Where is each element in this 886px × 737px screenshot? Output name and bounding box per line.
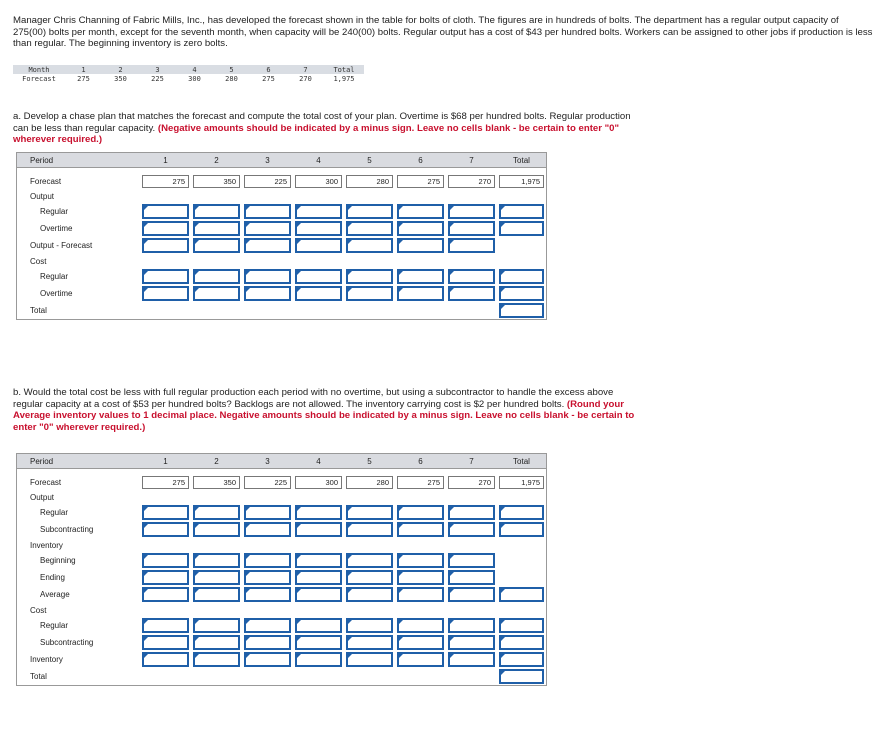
forecast-value: 275 [397, 175, 444, 188]
cost-overtime-input[interactable] [397, 286, 444, 301]
cost-regular-input[interactable] [397, 269, 444, 284]
part-b-table [16, 453, 547, 686]
cost-overtime-total-input[interactable] [499, 286, 544, 301]
forecast-value: 225 [244, 175, 291, 188]
cost-regular-input[interactable] [193, 618, 240, 633]
part-b-text: b. Would the total cost be less with full regular production each period with no overtime, but using a subcontractor to handle the excess above regular capacity at a cost of $53 per hundred bolts? Backlogs are not allowed. The inventory carrying cost is $2 per hundred bolts. [13, 387, 614, 410]
average-inventory-input[interactable] [397, 587, 444, 602]
forecast-value: 275 [397, 476, 444, 489]
output-forecast-input[interactable] [397, 238, 444, 253]
cost-overtime-input[interactable] [142, 286, 189, 301]
forecast-value: 275 [142, 175, 189, 188]
column-header: 1 [140, 153, 191, 168]
total-cost-input[interactable] [499, 669, 544, 684]
column-header: 3 [242, 153, 293, 168]
subcontracting-output-input[interactable] [142, 522, 189, 537]
column-header: 4 [293, 454, 344, 469]
regular-output-input[interactable] [142, 204, 189, 219]
column-header: 2 [191, 454, 242, 469]
output-label: Output [17, 490, 141, 504]
cost-subcontracting-total-input[interactable] [499, 635, 544, 650]
ending-inventory-input[interactable] [193, 570, 240, 585]
regular-output-input[interactable] [448, 204, 495, 219]
cost-inventory-label: Inventory [17, 651, 141, 668]
beginning-inventory-label: Beginning [17, 552, 141, 569]
forecast-value: 280 [346, 476, 393, 489]
forecast-table-cell: 1,975 [324, 74, 364, 83]
ending-inventory-input[interactable] [295, 570, 342, 585]
beginning-inventory-input[interactable] [142, 553, 189, 568]
output-forecast-input[interactable] [193, 238, 240, 253]
forecast-table-cell: 280 [213, 74, 250, 83]
output-forecast-input[interactable] [295, 238, 342, 253]
regular-output-input[interactable] [244, 505, 291, 520]
cost-regular-input[interactable] [346, 618, 393, 633]
regular-output-input[interactable] [295, 204, 342, 219]
forecast-total: 1,975 [499, 476, 544, 489]
forecast-table-cell: 350 [102, 74, 139, 83]
cost-regular-total-input[interactable] [499, 618, 544, 633]
column-header: 4 [293, 153, 344, 168]
column-header: 7 [446, 153, 497, 168]
subcontracting-output-input[interactable] [448, 522, 495, 537]
forecast-table-header: 6 [250, 65, 287, 74]
cost-inventory-input[interactable] [244, 652, 291, 667]
ending-inventory-input[interactable] [244, 570, 291, 585]
column-header: 1 [140, 454, 191, 469]
output-forecast-input[interactable] [142, 238, 189, 253]
cost-overtime-input[interactable] [448, 286, 495, 301]
forecast-value: 350 [193, 175, 240, 188]
regular-output-input[interactable] [448, 505, 495, 520]
forecast-table-cell: 275 [250, 74, 287, 83]
forecast-table-header: 2 [102, 65, 139, 74]
cost-regular-total-input[interactable] [499, 269, 544, 284]
total-cost-input[interactable] [499, 303, 544, 318]
output-forecast-input[interactable] [346, 238, 393, 253]
column-header: 6 [395, 153, 446, 168]
forecast-value: 275 [142, 476, 189, 489]
overtime-label: Overtime [17, 220, 141, 237]
column-header: 3 [242, 454, 293, 469]
problem-intro: Manager Chris Channing of Fabric Mills, Inc., has developed the forecast shown in the table for bolts of cloth. The figures are in hundreds of bolts. The department has a regular output capacity of 275(00) bolts per month, except for the seventh month, when capacity will be 240(00) bolts. Regular output has a cost of $43 per hundred bolts. Workers can be assigned to other jobs if production is less than regular. The beginning inventory is zero bolts. [13, 15, 873, 49]
column-header: Total [497, 153, 547, 168]
ending-inventory-input[interactable] [397, 570, 444, 585]
cost-regular-input[interactable] [448, 269, 495, 284]
forecast-table-header: 5 [213, 65, 250, 74]
regular-output-input[interactable] [346, 505, 393, 520]
forecast-table-header: 4 [176, 65, 213, 74]
regular-output-input[interactable] [397, 505, 444, 520]
cost-subcontracting-input[interactable] [295, 635, 342, 650]
cost-subcontracting-input[interactable] [142, 635, 189, 650]
forecast-table-header: Month [13, 65, 65, 74]
column-header: 6 [395, 454, 446, 469]
overtime-output-input[interactable] [193, 221, 240, 236]
forecast-table-header: 7 [287, 65, 324, 74]
part-a-question [13, 111, 643, 146]
regular-output-input[interactable] [193, 505, 240, 520]
overtime-output-input[interactable] [295, 221, 342, 236]
average-inventory-label: Average [17, 586, 141, 603]
overtime-output-input[interactable] [397, 221, 444, 236]
cost-regular-label: Regular [17, 617, 141, 634]
forecast-total: 1,975 [499, 175, 544, 188]
subcontracting-label: Subcontracting [17, 521, 141, 538]
cost-label: Cost [17, 254, 141, 268]
part-a-instruction: (Negative amounts should be indicated by a minus sign. Leave no cells blank - be certain to enter "0" wherever required.) [13, 122, 620, 145]
forecast-table-header: Total [324, 65, 364, 74]
ending-inventory-input[interactable] [448, 570, 495, 585]
cost-overtime-input[interactable] [295, 286, 342, 301]
forecast-table-cell: 270 [287, 74, 324, 83]
output-forecast-label: Output - Forecast [17, 237, 141, 254]
subcontracting-output-input[interactable] [193, 522, 240, 537]
output-label: Output [17, 189, 141, 203]
overtime-output-total-input[interactable] [499, 221, 544, 236]
inventory-label: Inventory [17, 538, 141, 552]
ending-inventory-input[interactable] [346, 570, 393, 585]
regular-output-input[interactable] [244, 204, 291, 219]
cost-regular-input[interactable] [142, 269, 189, 284]
cost-regular-input[interactable] [244, 269, 291, 284]
cost-inventory-input[interactable] [142, 652, 189, 667]
forecast-table-cell: 300 [176, 74, 213, 83]
total-label: Total [17, 668, 141, 686]
period-header: Period [17, 153, 141, 168]
cost-regular-input[interactable] [295, 269, 342, 284]
part-a-table [16, 152, 547, 320]
cost-regular-input[interactable] [448, 618, 495, 633]
cost-overtime-input[interactable] [244, 286, 291, 301]
subcontracting-output-input[interactable] [295, 522, 342, 537]
average-inventory-input[interactable] [193, 587, 240, 602]
beginning-inventory-input[interactable] [346, 553, 393, 568]
cost-inventory-input[interactable] [448, 652, 495, 667]
cost-subcontracting-input[interactable] [244, 635, 291, 650]
average-inventory-total-input[interactable] [499, 587, 544, 602]
regular-output-total-input[interactable] [499, 204, 544, 219]
subcontracting-output-input[interactable] [244, 522, 291, 537]
average-inventory-input[interactable] [346, 587, 393, 602]
average-inventory-input[interactable] [295, 587, 342, 602]
cost-inventory-input[interactable] [295, 652, 342, 667]
regular-output-input[interactable] [346, 204, 393, 219]
average-inventory-input[interactable] [448, 587, 495, 602]
forecast-table-cell: 225 [139, 74, 176, 83]
forecast-label: Forecast [17, 174, 141, 189]
cost-subcontracting-input[interactable] [346, 635, 393, 650]
forecast-value: 350 [193, 476, 240, 489]
cost-regular-input[interactable] [397, 618, 444, 633]
regular-output-input[interactable] [397, 204, 444, 219]
cost-inventory-input[interactable] [346, 652, 393, 667]
beginning-inventory-input[interactable] [295, 553, 342, 568]
forecast-value: 270 [448, 175, 495, 188]
regular-output-input[interactable] [193, 204, 240, 219]
forecast-table-header: 3 [139, 65, 176, 74]
cost-overtime-input[interactable] [346, 286, 393, 301]
period-header: Period [17, 454, 141, 469]
forecast-table [13, 65, 364, 83]
cost-regular-input[interactable] [346, 269, 393, 284]
cost-regular-label: Regular [17, 268, 141, 285]
cost-overtime-label: Overtime [17, 285, 141, 302]
subcontracting-output-input[interactable] [397, 522, 444, 537]
subcontracting-output-total-input[interactable] [499, 522, 544, 537]
forecast-table-header: 1 [65, 65, 102, 74]
overtime-output-input[interactable] [142, 221, 189, 236]
ending-inventory-input[interactable] [142, 570, 189, 585]
beginning-inventory-input[interactable] [397, 553, 444, 568]
cost-inventory-total-input[interactable] [499, 652, 544, 667]
average-inventory-input[interactable] [142, 587, 189, 602]
output-forecast-input[interactable] [448, 238, 495, 253]
cost-overtime-input[interactable] [193, 286, 240, 301]
part-b-question [13, 387, 643, 433]
overtime-output-input[interactable] [346, 221, 393, 236]
cost-regular-input[interactable] [142, 618, 189, 633]
column-header: 7 [446, 454, 497, 469]
regular-output-input[interactable] [295, 505, 342, 520]
column-header: 5 [344, 153, 395, 168]
cost-regular-input[interactable] [244, 618, 291, 633]
forecast-label: Forecast [17, 475, 141, 490]
cost-regular-input[interactable] [295, 618, 342, 633]
forecast-value: 225 [244, 476, 291, 489]
cost-inventory-input[interactable] [397, 652, 444, 667]
regular-output-total-input[interactable] [499, 505, 544, 520]
output-forecast-input[interactable] [244, 238, 291, 253]
cost-subcontracting-input[interactable] [448, 635, 495, 650]
cost-inventory-input[interactable] [193, 652, 240, 667]
regular-label: Regular [17, 203, 141, 220]
forecast-value: 270 [448, 476, 495, 489]
column-header: Total [497, 454, 547, 469]
cost-regular-input[interactable] [193, 269, 240, 284]
beginning-inventory-input[interactable] [448, 553, 495, 568]
overtime-output-input[interactable] [244, 221, 291, 236]
ending-inventory-label: Ending [17, 569, 141, 586]
forecast-value: 300 [295, 175, 342, 188]
column-header: 2 [191, 153, 242, 168]
column-header: 5 [344, 454, 395, 469]
total-label: Total [17, 302, 141, 320]
subcontracting-output-input[interactable] [346, 522, 393, 537]
regular-output-input[interactable] [142, 505, 189, 520]
beginning-inventory-input[interactable] [244, 553, 291, 568]
average-inventory-input[interactable] [244, 587, 291, 602]
forecast-value: 300 [295, 476, 342, 489]
part-b-instruction: (Round your Average inventory values to 1 decimal place. Negative amounts should be indicated by a minus sign. Leave no cells blank - be certain to enter "0" wherever required.) [13, 398, 635, 433]
forecast-table-cell: Forecast [13, 74, 65, 83]
cost-label: Cost [17, 603, 141, 617]
overtime-output-input[interactable] [448, 221, 495, 236]
beginning-inventory-input[interactable] [193, 553, 240, 568]
part-a-text: a. Develop a chase plan that matches the forecast and compute the total cost of your plan. Overtime is $68 per hundred bolts. Regular production can be less than regular capacity. [13, 111, 631, 134]
cost-subcontracting-label: Subcontracting [17, 634, 141, 651]
cost-subcontracting-input[interactable] [193, 635, 240, 650]
forecast-table-cell: 275 [65, 74, 102, 83]
cost-subcontracting-input[interactable] [397, 635, 444, 650]
regular-label: Regular [17, 504, 141, 521]
forecast-value: 280 [346, 175, 393, 188]
